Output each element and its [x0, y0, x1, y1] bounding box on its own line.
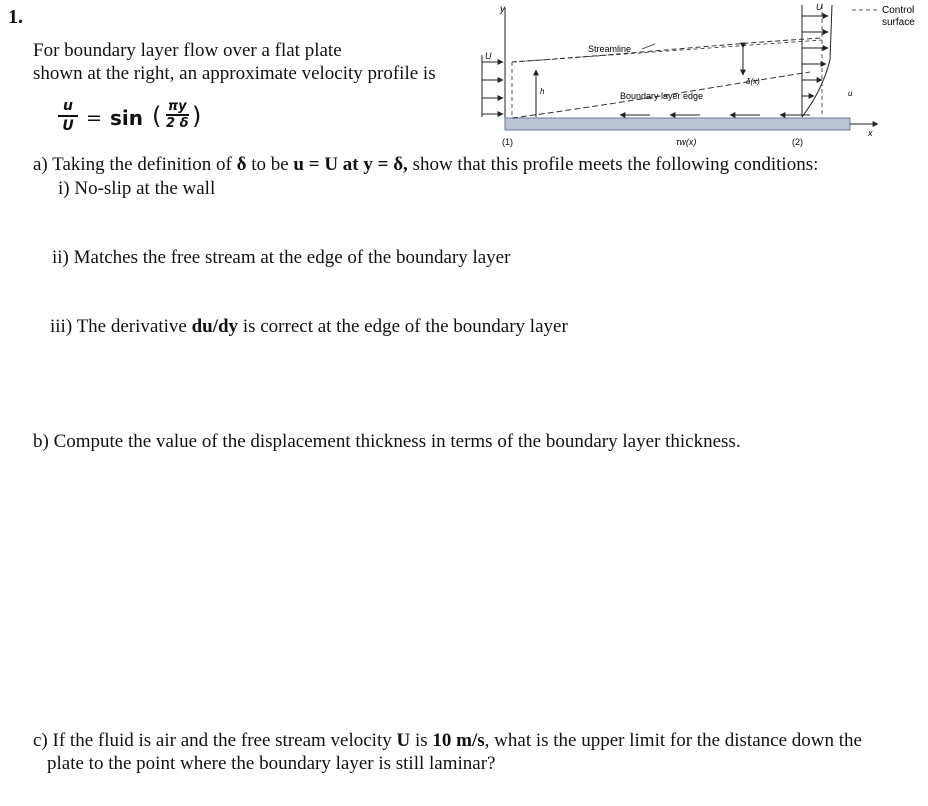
inlet-uniform-profile — [482, 55, 503, 117]
part-b-statement: b) Compute the value of the displacement thickness in terms of the boundary layer thickness. — [33, 431, 741, 452]
question-number: 1. — [8, 6, 23, 28]
station-2-label: (2) — [792, 137, 803, 147]
arg-denominator: 2 δ — [166, 115, 189, 131]
part-a-statement: a) Taking the definition of δ to be u = U at y = δ, show that this profile meets the following conditions: — [33, 154, 819, 175]
streamline-path — [512, 38, 822, 62]
legend-surface: surface — [882, 17, 915, 28]
part-a-i: i) No-slip at the wall — [58, 178, 216, 199]
outlet-U-label: U — [816, 2, 823, 12]
tau-label: τw(x) — [676, 137, 697, 147]
part-a-iii: iii) The derivative du/dy is correct at the edge of the boundary layer — [50, 316, 568, 337]
streamline-label: Streamline — [588, 44, 632, 54]
bl-edge-label: Boundary layer edge — [620, 91, 704, 101]
legend-control: Control — [882, 5, 915, 16]
arg-numerator: πy — [167, 99, 187, 114]
delta-label: δ(x) — [746, 77, 760, 86]
velocity-profile-equation — [58, 98, 258, 144]
argument-fraction — [166, 100, 189, 130]
right-paren: ) — [192, 102, 202, 130]
part-c-line-2: plate to the point where the boundary layer is still laminar? — [47, 753, 496, 774]
y-label: y — [500, 4, 505, 15]
lhs-fraction — [58, 98, 78, 134]
part-a-ii: ii) Matches the free stream at the edge of the boundary layer — [52, 247, 511, 268]
sin-function: sin — [110, 106, 143, 130]
u-label: u — [848, 89, 853, 98]
equals-sign: = — [86, 107, 102, 129]
x-label: x — [868, 128, 873, 138]
h-label: h — [540, 87, 545, 96]
left-paren: ( — [152, 102, 162, 130]
inlet-U-label: U — [485, 51, 492, 61]
part-c-statement: c) If the fluid is air and the free stream velocity U is 10 m/s, what is the upper limit for the distance down the — [33, 730, 862, 751]
lhs-numerator: u — [63, 98, 73, 114]
intro-line-2: shown at the right, an approximate velocity profile is — [33, 63, 436, 84]
boundary-layer-figure — [470, 0, 928, 160]
station-1-label: (1) — [502, 137, 513, 147]
outlet-velocity-profile — [802, 5, 832, 117]
flat-plate — [505, 118, 850, 130]
intro-line-1: For boundary layer flow over a flat plate — [33, 40, 342, 61]
lhs-denominator: U — [62, 117, 74, 134]
